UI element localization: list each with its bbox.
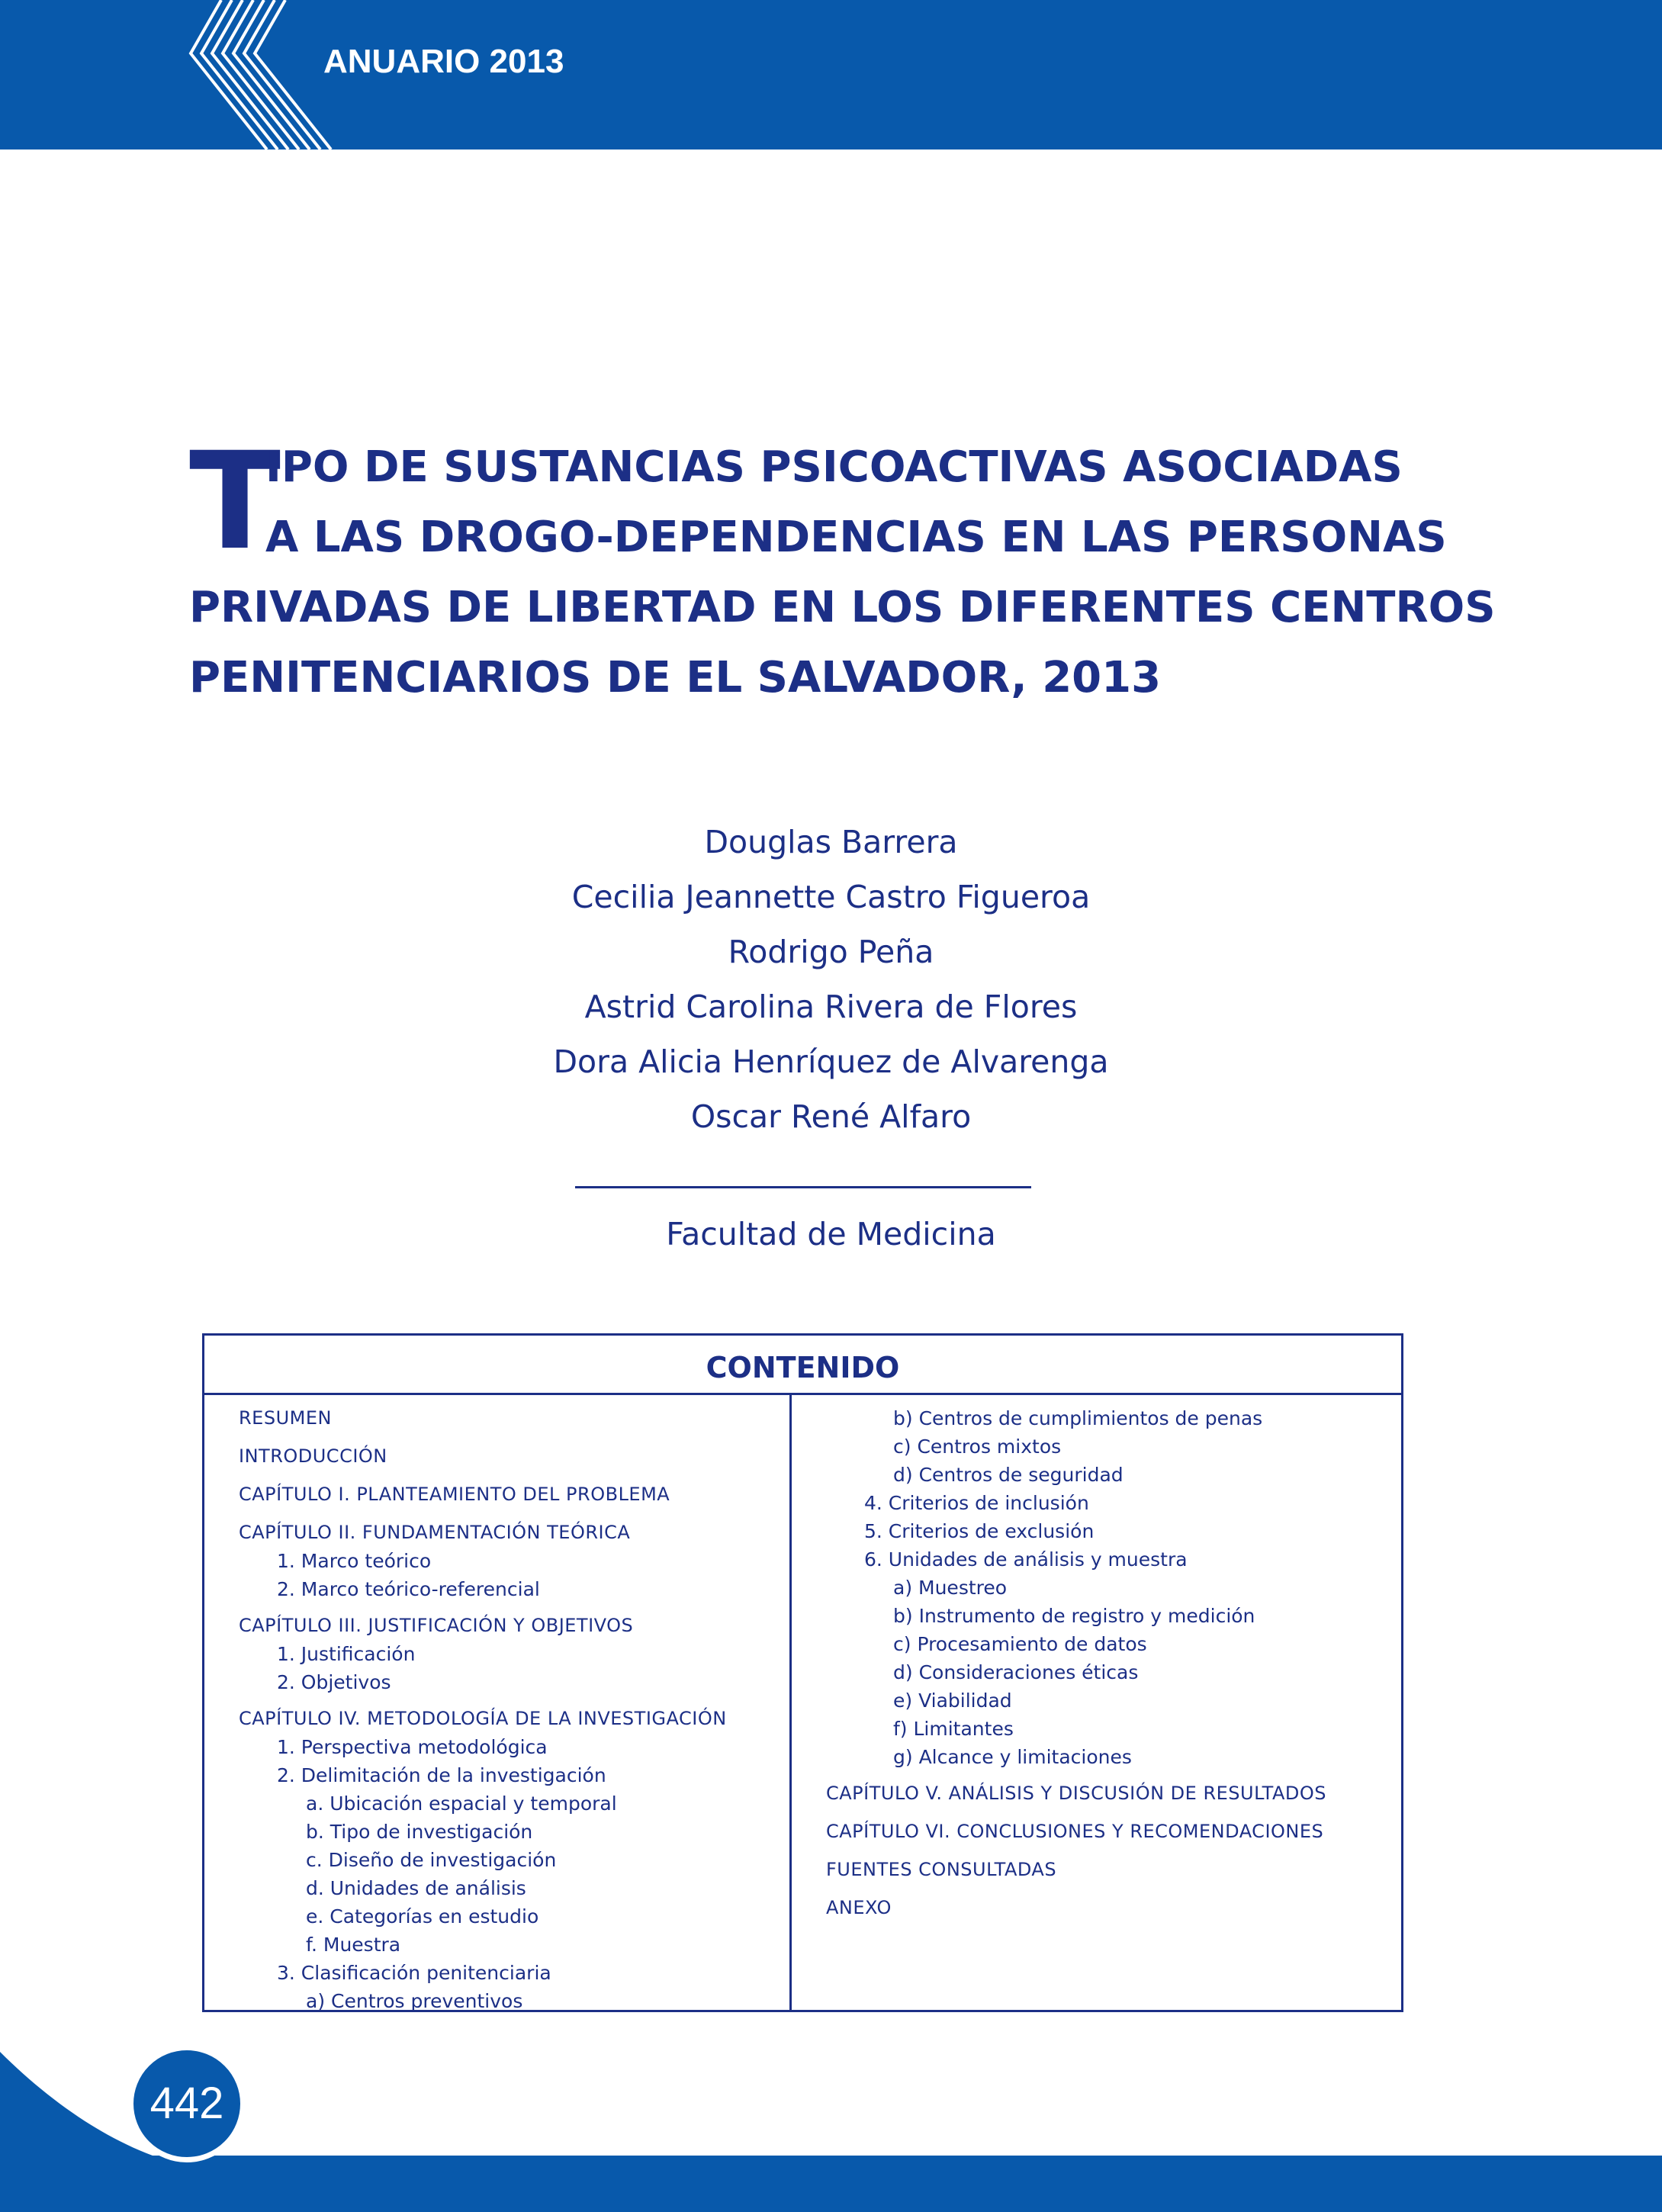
toc-item: c) Centros mixtos bbox=[893, 1436, 1062, 1458]
author-name: Astrid Carolina Rivera de Flores bbox=[584, 989, 1078, 1025]
toc-item: 2. Delimitación de la investigación bbox=[277, 1764, 606, 1786]
toc-item: CAPÍTULO I. PLANTEAMIENTO DEL PROBLEMA bbox=[239, 1484, 670, 1505]
toc-item: 3. Clasificación penitenciaria bbox=[277, 1962, 551, 1984]
header-band bbox=[0, 0, 1662, 150]
toc-item: 2. Objetivos bbox=[277, 1671, 391, 1693]
title-line-1: IPO DE SUSTANCIAS PSICOACTIVAS ASOCIADAS bbox=[265, 442, 1403, 492]
title-line-3: PRIVADAS DE LIBERTAD EN LOS DIFERENTES CENTROS bbox=[189, 583, 1496, 632]
footer-band bbox=[0, 2014, 1662, 2212]
toc-item: 1. Justificación bbox=[277, 1643, 416, 1665]
toc-item: CAPÍTULO IV. METODOLOGÍA DE LA INVESTIGACIÓN bbox=[239, 1708, 727, 1729]
author-name: Rodrigo Peña bbox=[728, 934, 934, 970]
toc-item: RESUMEN bbox=[239, 1407, 332, 1429]
toc-item: c. Diseño de investigación bbox=[306, 1849, 557, 1871]
toc-item: 5. Criterios de exclusión bbox=[864, 1520, 1095, 1542]
toc-item: 1. Perspectiva metodológica bbox=[277, 1736, 548, 1758]
author-name: Dora Alicia Henríquez de Alvarenga bbox=[553, 1043, 1109, 1080]
toc-item: f. Muestra bbox=[306, 1934, 401, 1956]
title-line-2: A LAS DROGO-DEPENDENCIAS EN LAS PERSONAS bbox=[265, 513, 1447, 562]
author-name: Oscar René Alfaro bbox=[690, 1098, 972, 1135]
title-line-4: PENITENCIARIOS DE EL SALVADOR, 2013 bbox=[189, 653, 1162, 703]
toc-item: e. Categorías en estudio bbox=[306, 1905, 539, 1927]
toc-item: a. Ubicación espacial y temporal bbox=[306, 1792, 617, 1815]
toc-item: CAPÍTULO II. FUNDAMENTACIÓN TEÓRICA bbox=[239, 1522, 631, 1543]
toc-item: 4. Criterios de inclusión bbox=[864, 1492, 1089, 1514]
contents-column-divider bbox=[789, 1395, 792, 2010]
author-name: Douglas Barrera bbox=[704, 824, 958, 860]
toc-item: d) Centros de seguridad bbox=[893, 1464, 1124, 1486]
toc-item: ANEXO bbox=[826, 1897, 892, 1918]
toc-item: e) Viabilidad bbox=[893, 1690, 1012, 1712]
toc-item: d) Consideraciones éticas bbox=[893, 1661, 1139, 1683]
toc-item: g) Alcance y limitaciones bbox=[893, 1746, 1132, 1768]
toc-item: CAPÍTULO III. JUSTIFICACIÓN Y OBJETIVOS bbox=[239, 1615, 634, 1636]
toc-item: f) Limitantes bbox=[893, 1718, 1014, 1740]
contents-box bbox=[202, 1333, 1403, 2012]
toc-item: b) Centros de cumplimientos de penas bbox=[893, 1407, 1263, 1429]
title-dropcap: T bbox=[189, 423, 281, 580]
author-list bbox=[0, 815, 1662, 1144]
toc-item: b. Tipo de investigación bbox=[306, 1821, 533, 1843]
faculty-name: Facultad de Medicina bbox=[666, 1216, 996, 1252]
toc-item: 2. Marco teórico-referencial bbox=[277, 1578, 540, 1600]
toc-item: c) Procesamiento de datos bbox=[893, 1633, 1147, 1655]
toc-item: INTRODUCCIÓN bbox=[239, 1445, 387, 1467]
yearbook-label: ANUARIO 2013 bbox=[323, 43, 564, 80]
toc-item: 1. Marco teórico bbox=[277, 1550, 432, 1572]
divider bbox=[575, 1186, 1031, 1188]
author-name: Cecilia Jeannette Castro Figueroa bbox=[571, 879, 1091, 915]
toc-item: CAPÍTULO VI. CONCLUSIONES Y RECOMENDACIONES bbox=[826, 1821, 1324, 1842]
page-number: 442 bbox=[149, 2079, 224, 2128]
toc-item: a) Muestreo bbox=[893, 1577, 1008, 1599]
toc-item: 6. Unidades de análisis y muestra bbox=[864, 1548, 1188, 1571]
toc-item: CAPÍTULO V. ANÁLISIS Y DISCUSIÓN DE RESULTADOS bbox=[826, 1783, 1326, 1804]
contents-heading: CONTENIDO bbox=[204, 1336, 1401, 1395]
toc-item: d. Unidades de análisis bbox=[306, 1877, 526, 1899]
toc-item: b) Instrumento de registro y medición bbox=[893, 1605, 1255, 1627]
toc-item: FUENTES CONSULTADAS bbox=[826, 1859, 1057, 1880]
toc-item: a) Centros preventivos bbox=[306, 1990, 523, 2012]
